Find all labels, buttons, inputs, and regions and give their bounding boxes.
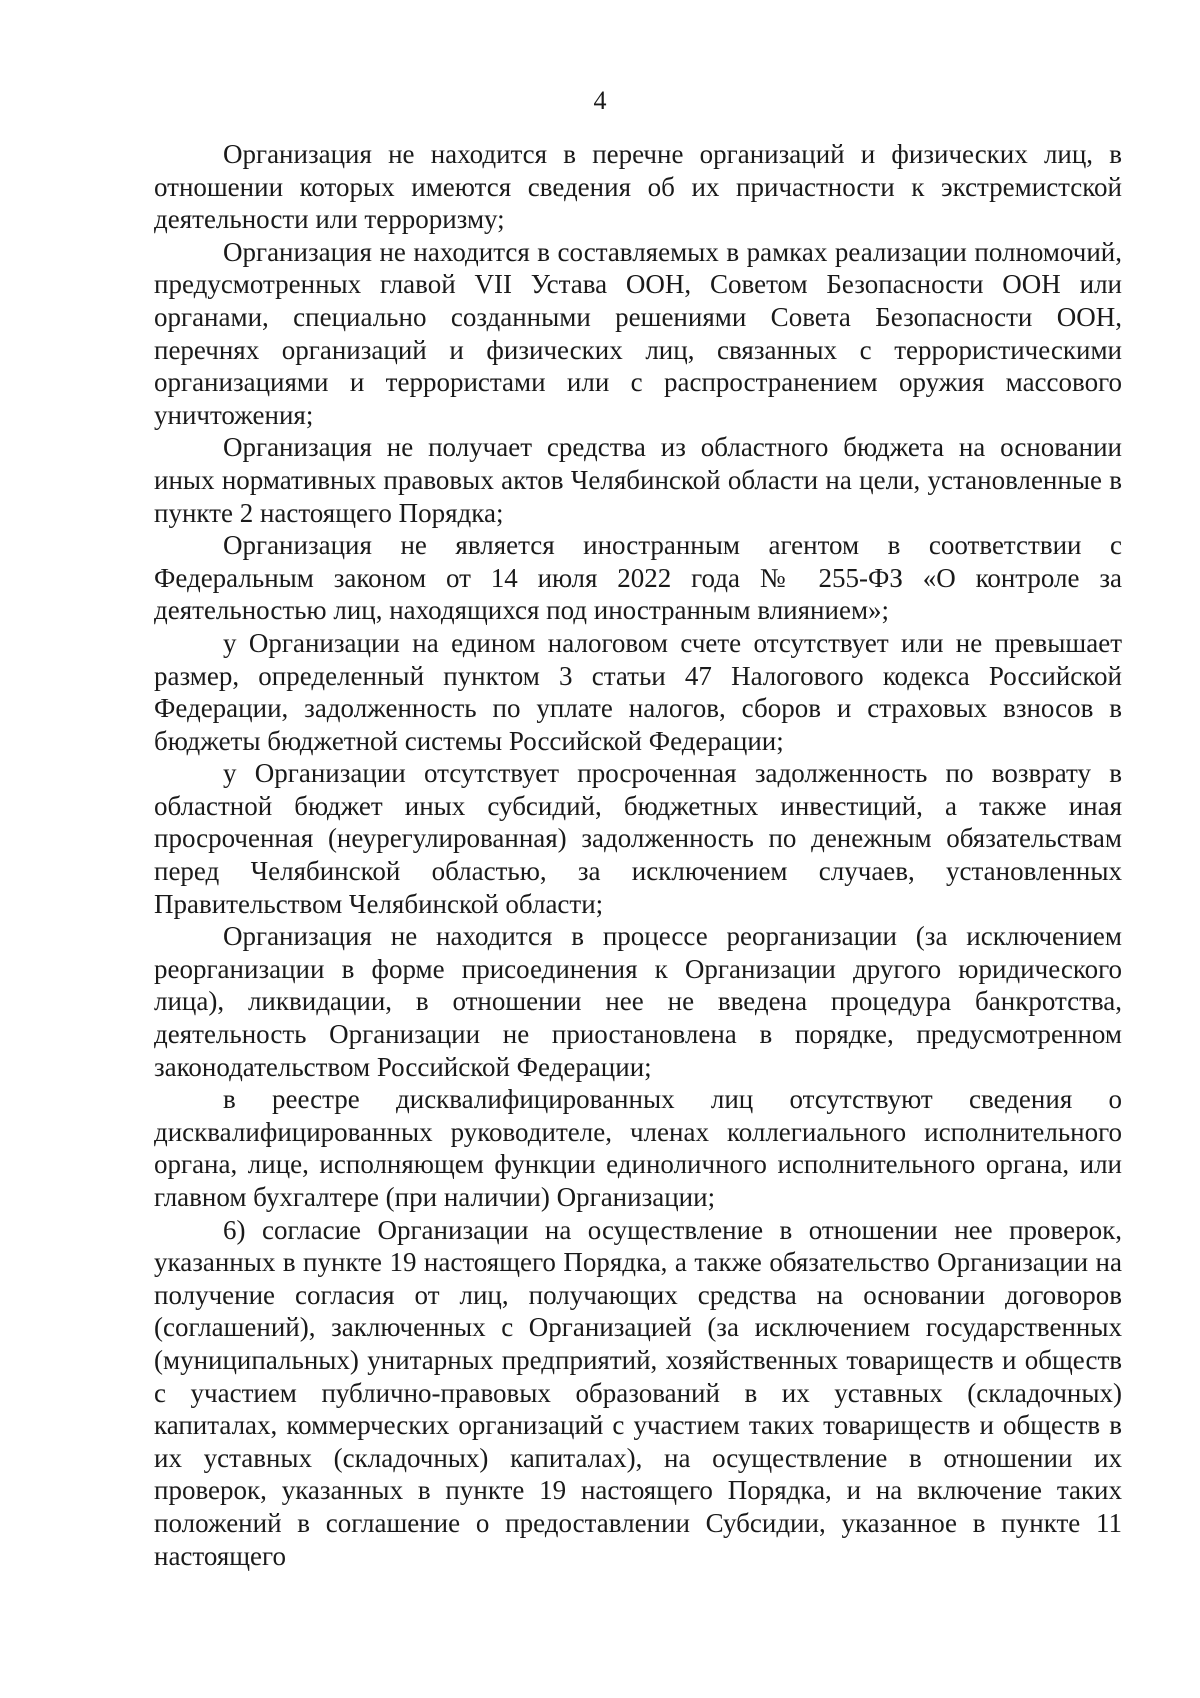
- paragraph-overdue-debt: у Организации отсутствует просроченная задолженность по возврату в областной бюджет иных субсидий, бюджетных инвестиций, а также иная просроченная (неурегулированная) задолженность по денежным обязательствам перед Челябинской областью, за исключением случаев, установленных Правительством Челябинской области;: [154, 758, 1122, 919]
- paragraph-regional-budget-funds: Организация не получает средства из областного бюджета на основании иных нормативных правовых актов Челябинской области на цели, установленные в пункте 2 настоящего Порядка;: [154, 432, 1122, 528]
- paragraph-foreign-agent: Организация не является иностранным агентом в соответствии с Федеральным законом от 14 июля 2022 года № 255-ФЗ «О контроле за деятельностью лиц, находящихся под иностранным влиянием»;: [154, 530, 1122, 626]
- paragraph-tax-debt: у Организации на едином налоговом счете отсутствует или не превышает размер, определенный пунктом 3 статьи 47 Налогового кодекса Российской Федерации, задолженность по уплате налогов, сборов и страховых взносов в бюджеты бюджетной системы Российской Федерации;: [154, 627, 1122, 756]
- paragraph-consent-inspections: 6) согласие Организации на осуществление в отношении нее проверок, указанных в пункте 19 настоящего Порядка, а также обязательство Организации на получение согласия от лиц, получающих средства на основании договоров (соглашений), заключенных с Организацией (за исключением государственных (муниципальных) унитарных предприятий, хозяйственных товариществ и обществ с участием публично-правовых образований в их уставных (складочных) капиталах, коммерческих организаций с участием таких товариществ и обществ в их уставных (складочных) капиталах), на осуществление в отношении их проверок, указанных в пункте 19 настоящего Порядка, и на включение таких положений в соглашение о предоставлении Субсидии, указанное в пункте 11 настоящего: [154, 1214, 1122, 1571]
- page-number: 4: [593, 86, 607, 115]
- paragraph-extremism-list: Организация не находится в перечне организаций и физических лиц, в отношении которых имеются сведения об их причастности к экстремистской деятельности или терроризму;: [154, 139, 1122, 235]
- paragraph-disqualified-persons: в реестре дисквалифицированных лиц отсутствуют сведения о дисквалифицированных руководителе, членах коллегиального исполнительного органа, лице, исполняющем функции единоличного исполнительного органа, или главном бухгалтере (при наличии) Организации;: [154, 1084, 1122, 1212]
- document-body: [154, 138, 1122, 1572]
- paragraph-reorganization: Организация не находится в процессе реорганизации (за исключением реорганизации в форме присоединения к Организации другого юридического лица), ликвидации, в отношении нее не введена процедура банкротства, деятельность Организации не приостановлена в порядке, предусмотренном законодательством Российской Федерации;: [154, 921, 1122, 1082]
- paragraph-un-sanctions-list: Организация не находится в составляемых в рамках реализации полномочий, предусмотренных главой VII Устава ООН, Советом Безопасности ООН или органами, специально созданными решениями Совета Безопасности ООН, перечнях организаций и физических лиц, связанных с террористическими организациями и террористами или с распространением оружия массового уничтожения;: [154, 236, 1122, 430]
